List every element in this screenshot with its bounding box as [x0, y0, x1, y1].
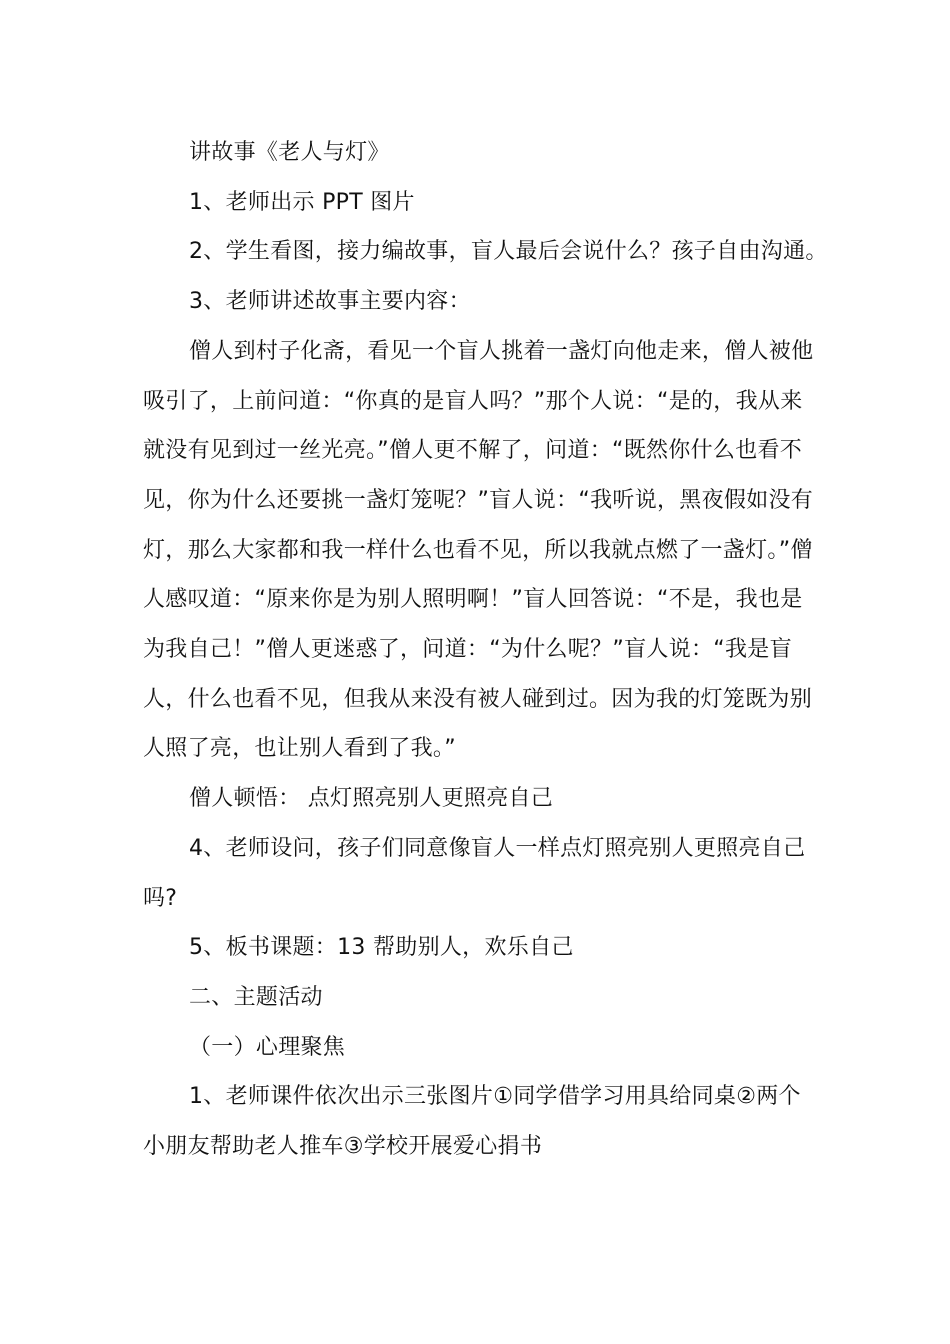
- step-3: 3、老师讲述故事主要内容：: [189, 289, 471, 315]
- step-5: 5、板书课题：13 帮助别人，欢乐自己: [189, 935, 574, 961]
- story-heading: 讲故事《老人与灯》: [189, 140, 390, 165]
- step-2: 2、学生看图，接力编故事，盲人最后会说什么？孩子自由沟通。: [189, 239, 828, 265]
- subsection-1-heading: （一）心理聚焦: [189, 1034, 346, 1060]
- section-2-heading: 二、主题活动: [189, 984, 323, 1010]
- activity-1: 1、老师课件依次出示三张图片①同学借学习用具给同桌②两个小朋友帮助老人推车③学校开展爱心捐书: [143, 1084, 801, 1160]
- document-body: [143, 128, 828, 1172]
- monk-realization: 僧人顿悟： 点灯照亮别人更照亮自己: [189, 786, 554, 812]
- step-4: 4、老师设问，孩子们同意像盲人一样点灯照亮别人更照亮自己吗?: [143, 835, 806, 911]
- story-body: 僧人到村子化斋，看见一个盲人挑着一盏灯向他走来，僧人被他吸引了，上前问道：“你真的是盲人吗？”那个人说：“是的，我从来就没有见到过一丝光亮。”僧人更不解了，问道：“既然你什么也看不见，你为什么还要挑一盏灯笼呢？”盲人说：“我听说，黑夜假如没有灯，那么大家都和我一样什么也看不见，所以我就点燃了一盏灯。”僧人感叹道：“原来你是为别人照明啊！”盲人回答说：“不是，我也是为我自己！”僧人更迷惑了，问道：“为什么呢？”盲人说：“我是盲人，什么也看不见，但我从来没有被人碰到过。因为我的灯笼既为别人照了亮，也让别人看到了我。”: [143, 338, 814, 762]
- step-1: 1、老师出示 PPT 图片: [189, 189, 415, 215]
